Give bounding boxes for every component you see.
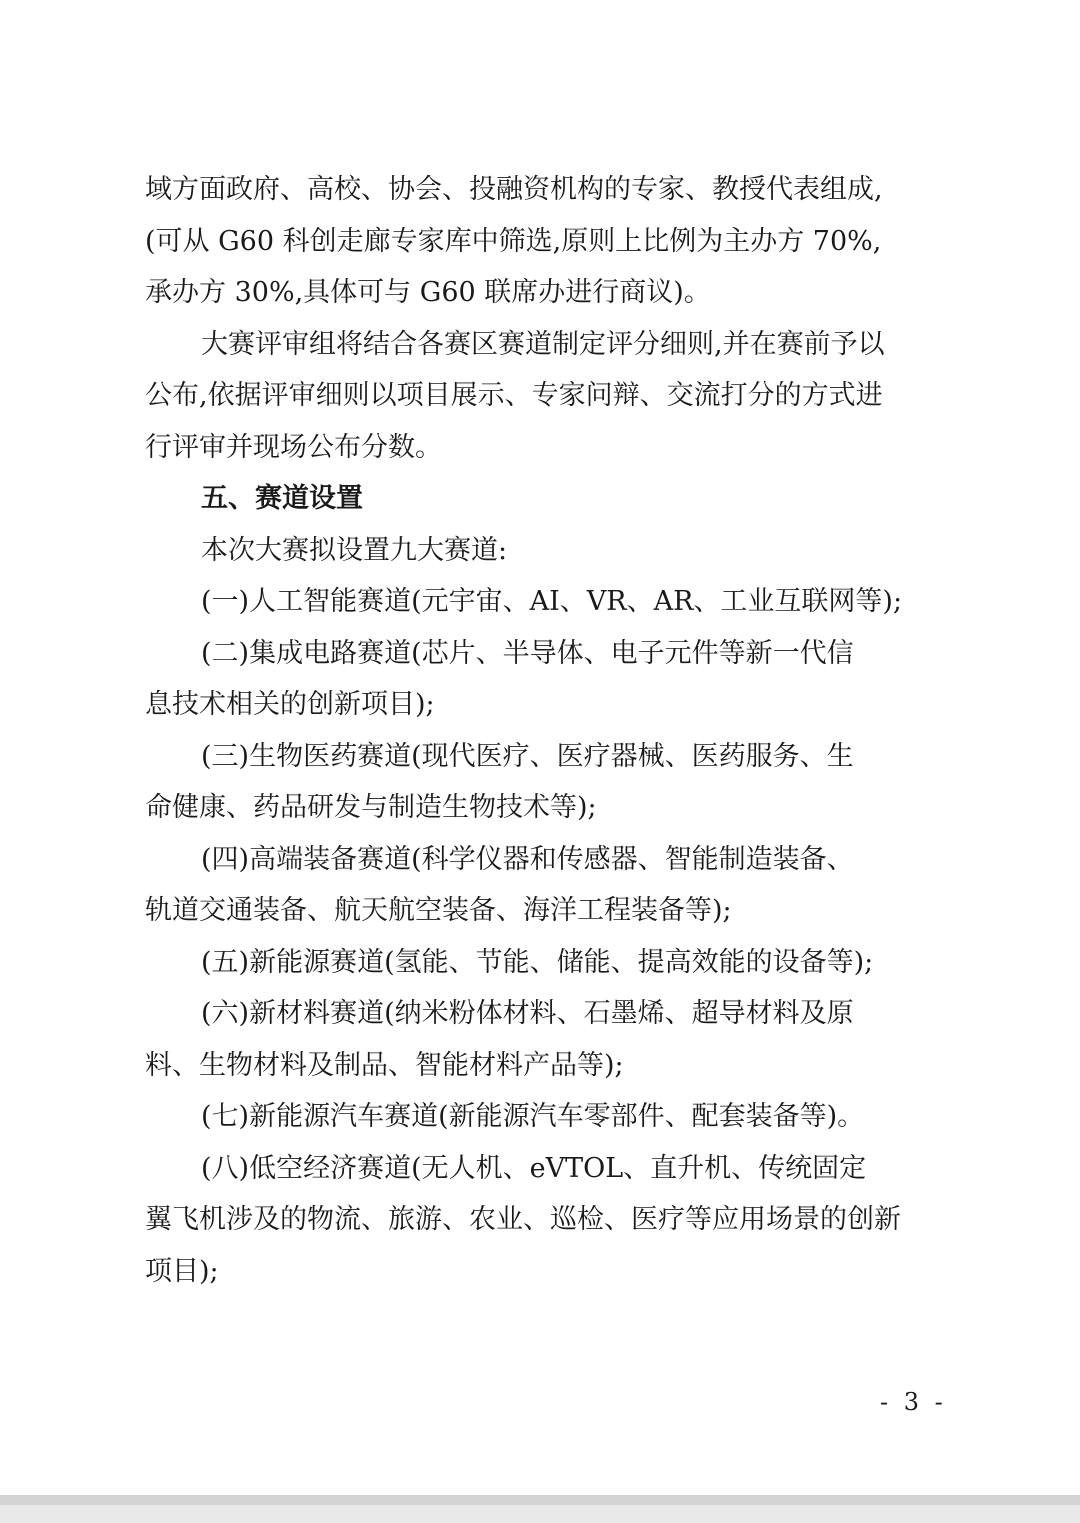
list-item-continuation: 命健康、药品研发与制造生物技术等); bbox=[145, 792, 597, 823]
list-item-continuation: 翼飞机涉及的物流、旅游、农业、巡检、医疗等应用场景的创新 bbox=[145, 1204, 901, 1235]
paragraph-line: 承办方 30%,具体可与 G60 联席办进行商议)。 bbox=[145, 277, 711, 308]
list-item-continuation: 料、生物材料及制品、智能材料产品等); bbox=[145, 1049, 624, 1081]
list-item: (五)新能源赛道(氢能、节能、储能、提高效能的设备等); bbox=[201, 946, 874, 978]
page-number: - 3 - bbox=[880, 1388, 947, 1416]
list-item-continuation: 轨道交通装备、航天航空装备、海洋工程装备等); bbox=[145, 895, 732, 926]
paragraph-line: 大赛评审组将结合各赛区赛道制定评分细则,并在赛前予以 bbox=[201, 328, 885, 360]
paragraph-line: 行评审并现场公布分数。 bbox=[145, 431, 442, 463]
list-item-continuation: 息技术相关的创新项目); bbox=[145, 689, 435, 720]
paragraph-line: 公布,依据评审细则以项目展示、专家问辩、交流打分的方式进 bbox=[145, 380, 883, 411]
list-item: (四)高端装备赛道(科学仪器和传感器、智能制造装备、 bbox=[201, 843, 854, 875]
paragraph-line: (可从 G60 科创走廊专家库中筛选,原则上比例为主办方 70%, bbox=[145, 225, 882, 257]
list-item: (六)新材料赛道(纳米粉体材料、石墨烯、超导材料及原 bbox=[201, 998, 854, 1029]
list-item: (七)新能源汽车赛道(新能源汽车零部件、配套装备等)。 bbox=[201, 1101, 865, 1132]
paragraph-line: 本次大赛拟设置九大赛道: bbox=[201, 534, 508, 566]
list-item: (二)集成电路赛道(芯片、半导体、电子元件等新一代信 bbox=[201, 637, 854, 669]
list-item: (八)低空经济赛道(无人机、eVTOL、直升机、传统固定 bbox=[201, 1152, 867, 1184]
list-item: (三)生物医药赛道(现代医疗、医疗器械、医药服务、生 bbox=[201, 740, 854, 772]
document-body bbox=[145, 164, 945, 1297]
bottom-scroll-area bbox=[0, 1495, 1080, 1523]
section-heading: 五、赛道设置 bbox=[201, 483, 363, 514]
list-item-continuation: 项目); bbox=[145, 1255, 219, 1287]
list-item: (一)人工智能赛道(元宇宙、AI、VR、AR、工业互联网等); bbox=[201, 586, 903, 617]
page-divider bbox=[0, 1495, 1080, 1505]
paragraph-line: 域方面政府、高校、协会、投融资机构的专家、教授代表组成, bbox=[145, 174, 883, 205]
